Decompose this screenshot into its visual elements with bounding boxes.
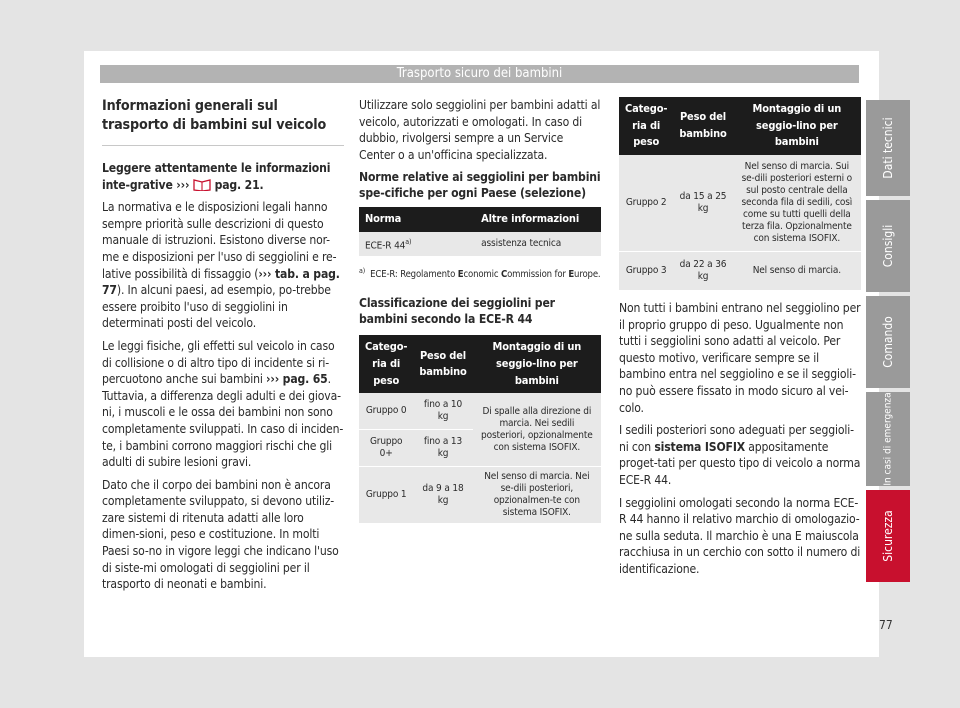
table-cell: Nel senso di marcia. Sui se-dili posteriori esterni o sul posto centrale della seconda fila di sedili, così come su tutti quelli della terza fila. Opzionalmente con sistema ISOFIX. [733,155,861,252]
table-cell: Gruppo 0+ [359,430,413,467]
page-header: Trasporto sicuro dei bambini [100,65,859,83]
paragraph-text: La normativa e le disposizioni legali hanno sempre priorità sulle descrizioni di questo manuale di istruzioni. Esistono diverse nor-me e disposizioni per l'uso di seggiolini e re-lative possibilità di fissaggio ( [102,200,337,281]
paragraph: Non tutti i bambini entrano nel seggiolino per il proprio gruppo di peso. Ugualmente non tutti i seggiolini sono adatti al veicolo. Per questo motivo, verificare sempre se il bambino entra nel seggiolino e se il seggioli-no può essere fissato in modo sicuro al vei-colo. [619,301,861,415]
table-cell: Gruppo 3 [619,252,673,291]
ece-classification-table-continued [619,97,861,291]
tab-sicurezza[interactable]: Sicurezza [866,490,910,582]
column-2 [359,97,601,524]
paragraph [102,338,344,471]
column-3-table-wrap [619,97,861,291]
paragraph: Utilizzare solo seggiolini per bambini adatti al veicolo, autorizzati e omologati. In caso di dubbio, rivolgersi sempre a un Service Center o a un'officina specializzata. [359,98,601,162]
paragraph-text: appositamente proget-tati per questo tipo di veicolo a norma ECE-R 44. [619,439,861,487]
lead-dot: . [259,177,264,192]
table-header: Catego-ria di peso [359,335,413,393]
footnote: $^{a)}$ ECE-R: Regolamento Economic Commission for Europe. [359,267,601,281]
table-cell: Di spalle alla direzione di marcia. Nei sedili posteriori, opzionalmente con sistema ISOFIX. [473,393,601,467]
paragraph [102,199,344,332]
paragraph-text: I sedili posteriori sono adeguati per seggioli-ni con [619,423,854,454]
section-heading: Informazioni generali sul trasporto di bambini sul veicolo [102,98,327,133]
table-cell: Gruppo 0 [359,393,413,430]
table-header: Peso del bambino [673,97,732,155]
paragraph: Dato che il corpo dei bambini non è ancora completamente sviluppato, si devono utiliz-zare sistemi di ritenuta adatti alle loro dimen-sioni, peso e costituzione. In molti Paesi so-no in vigore leggi che indicano l'uso di siste-mi omologati di seggiolini per il trasporto di neonati e bambini. [102,477,339,592]
tab-dati-tecnici[interactable]: Dati tecnici [866,100,910,196]
norms-table [359,207,601,257]
table-cell: da 15 a 25 kg [673,155,732,252]
table-cell: fino a 10 kg [413,393,472,430]
paragraph-text: . Tuttavia, a differenza degli adulti e dei giova-ni, i muscoli e le ossa dei bambini non sono completamente sviluppati. In caso di inciden-te, i bambini corrono maggiori rischi che gli adulti di subire lesioni gravi. [102,372,344,470]
tab-emergenza[interactable]: In casi di emergenza [866,392,910,486]
table-header: Norma [359,207,475,232]
table-header: Peso del bambino [413,335,472,393]
table-cell: Gruppo 1 [359,467,413,524]
lead-paragraph [102,160,344,193]
page-reference-link[interactable]: ››› pag. 65 [266,372,328,387]
heading-rule [102,145,344,146]
table-cell: Nel senso di marcia. Nei se-dili posteriori, opzionalmen-te con sistema ISOFIX. [473,467,601,524]
paragraph [619,422,861,488]
table-cell: da 22 a 36 kg [673,252,732,291]
page-number: 77 [879,618,893,632]
ece-classification-table [359,335,601,524]
table-cell: assistenza tecnica [475,232,601,257]
lead-text: Leggere attentamente le informazioni inte-grative ››› [102,161,331,192]
paragraph-text: Le leggi fisiche, gli effetti sul veicolo in caso di collisione o di altro tipo di incidente si ri-percuotono anche sui bambini [102,338,335,387]
table-reference-link[interactable]: ››› tab. a pag. 77 [102,266,340,298]
paragraph: I seggiolini omologati secondo la norma ECE-R 44 hanno il relativo marchio di omologazio-ne sulla seduta. Il marchio è una E maiuscola racchiusa in un cerchio con sotto il numero di identificazione. [619,495,861,576]
table-cell: da 9 a 18 kg [413,467,472,524]
table-cell: ECE-R 44$^{a)}$ [359,232,475,257]
paragraph-text: ). In alcuni paesi, ad esempio, po-trebbe essere proibito l'uso di seggiolini in determinati posti del veicolo. [102,283,331,331]
isofix-term: sistema ISOFIX [654,439,745,454]
lead-page-link[interactable]: pag. 21 [214,177,260,192]
subheading: Classificazione dei seggiolini per bambini secondo la ECE-R 44 [359,296,555,327]
column-1 [102,97,344,599]
table-cell: Nel senso di marcia. [733,252,861,291]
subheading: Norme relative ai seggiolini per bambini spe-cifiche per ogni Paese (selezione) [359,170,601,201]
book-icon [193,178,211,191]
table-header: Montaggio di un seggio-lino per bambini [733,97,861,155]
tab-comando[interactable]: Comando [866,296,910,388]
table-header: Montaggio di un seggio-lino per bambini [473,335,601,393]
tab-consigli[interactable]: Consigli [866,200,910,292]
column-3 [619,300,861,584]
table-header: Altre informazioni [475,207,601,232]
table-cell: fino a 13 kg [413,430,472,467]
table-cell: Gruppo 2 [619,155,673,252]
table-header: Catego-ria di peso [619,97,673,155]
